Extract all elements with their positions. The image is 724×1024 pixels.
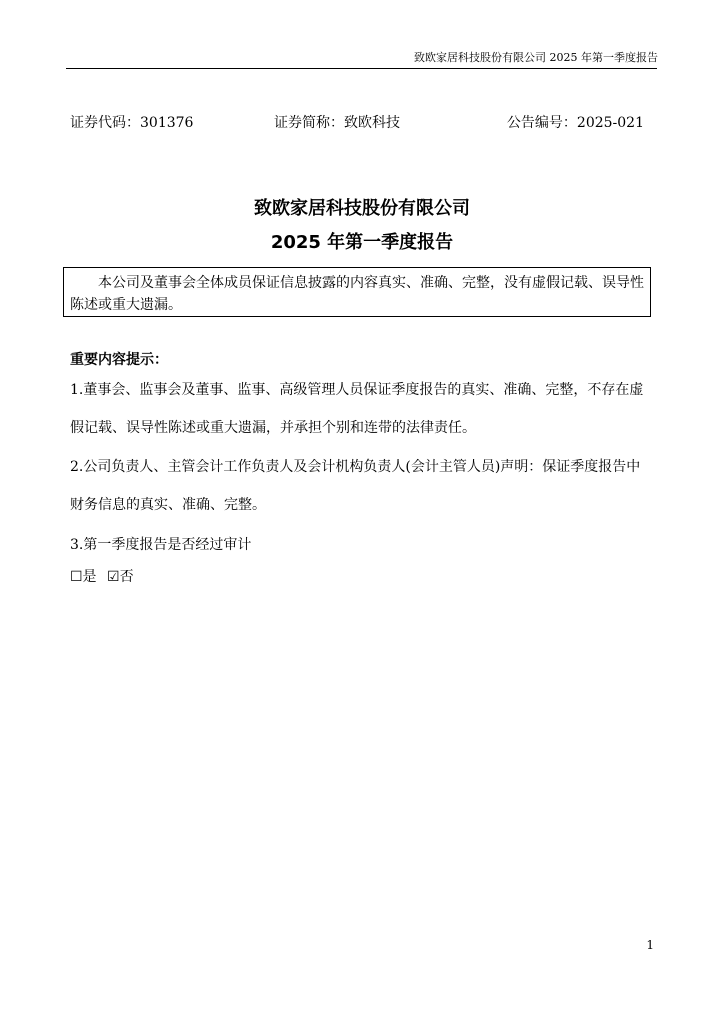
disclosure-statement-box	[63, 267, 651, 317]
header-rule	[66, 68, 657, 69]
security-code: 证券代码：301376	[70, 115, 194, 131]
notice-item-2: 2.公司负责人、主管会计工作负责人及会计机构负责人(会计主管人员)声明：保证季度报告中财务信息的真实、准确、完整。	[70, 459, 641, 513]
notice-heading: 重要内容提示：	[70, 352, 168, 368]
audit-yes-option: ☐是	[70, 569, 97, 585]
notice-item-3: 3.第一季度报告是否经过审计	[70, 537, 252, 553]
notice-item-1: 1.董事会、监事会及董事、监事、高级管理人员保证季度报告的真实、准确、完整，不存在虚假记载、误导性陈述或重大遗漏，并承担个别和连带的法律责任。	[70, 382, 644, 436]
disclosure-statement: 本公司及董事会全体成员保证信息披露的内容真实、准确、完整，没有虚假记载、误导性陈述或重大遗漏。	[70, 275, 644, 313]
running-header: 致欧家居科技股份有限公司 2025 年第一季度报告	[414, 51, 658, 64]
page-number: 1	[646, 938, 654, 952]
audit-choice-row	[70, 566, 140, 588]
company-title: 致欧家居科技股份有限公司	[254, 198, 470, 219]
audit-no-option: ☑否	[107, 569, 134, 585]
security-abbreviation: 证券简称：致欧科技	[274, 115, 400, 131]
announcement-number: 公告编号：2025-021	[506, 115, 644, 131]
report-title: 2025 年第一季度报告	[270, 232, 454, 253]
